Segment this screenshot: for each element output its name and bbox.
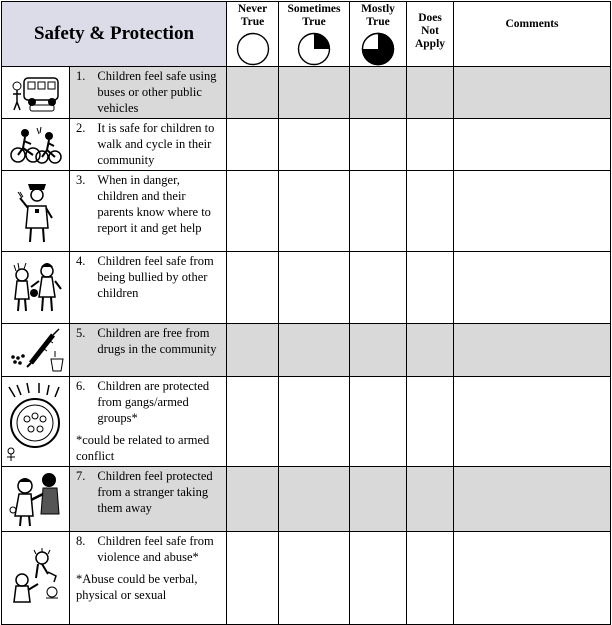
sometimes-true-cell[interactable] [279,252,350,324]
statement-number: 4. [76,254,86,268]
statement-note: *could be related to armed conflict [76,433,210,463]
does-not-apply-cell[interactable] [407,467,454,532]
sometimes-true-cell[interactable] [279,324,350,377]
never-true-cell[interactable] [227,119,279,171]
statement-number: 6. [76,379,86,393]
statement-text: Children feel safe using buses or other public vehicles [97,69,217,115]
police-officer-icon [2,171,70,252]
mostly-true-cell[interactable] [350,119,407,171]
mostly-true-cell[interactable] [350,467,407,532]
comments-cell[interactable] [454,252,611,324]
statement-cell [70,119,227,171]
statement-text: Children are free from drugs in the community [97,326,217,356]
does-not-apply-cell[interactable] [407,324,454,377]
col-label-line: True [240,16,265,28]
header-row [2,2,611,67]
sometimes-true-cell[interactable] [279,67,350,119]
statement-cell [70,467,227,532]
table-row [2,377,611,467]
table-row [2,252,611,324]
never-true-cell[interactable] [227,171,279,252]
col-label-line: Mostly [361,3,395,15]
statement-text: Children feel safe from being bullied by other children [97,254,214,300]
mostly-true-cell[interactable] [350,377,407,467]
abuse-child-icon [2,532,70,625]
statement-text: When in danger, children and their parents know where to report it and get help [97,173,211,235]
mostly-true-cell[interactable] [350,171,407,252]
sometimes-true-cell[interactable] [279,467,350,532]
never-true-cell[interactable] [227,467,279,532]
col-mostly-true [350,2,407,67]
table-row [2,324,611,377]
never-true-cell[interactable] [227,324,279,377]
mostly-true-cell[interactable] [350,324,407,377]
sometimes-true-cell[interactable] [279,532,350,625]
comments-cell[interactable] [454,377,611,467]
col-label-line: Does [418,12,442,24]
table-row [2,171,611,252]
col-never-true [227,2,279,67]
col-does-not-apply [407,2,454,67]
statement-number: 3. [76,173,86,187]
comments-cell[interactable] [454,467,611,532]
table-row [2,119,611,171]
does-not-apply-cell[interactable] [407,67,454,119]
statement-cell [70,532,227,625]
comments-cell[interactable] [454,119,611,171]
table-row [2,67,611,119]
bus-children-icon [2,67,70,119]
does-not-apply-cell[interactable] [407,377,454,467]
does-not-apply-cell[interactable] [407,119,454,171]
never-true-cell[interactable] [227,252,279,324]
table-row [2,467,611,532]
col-label-line: Not [421,25,439,37]
syringe-drugs-icon [2,324,70,377]
statement-number: 2. [76,121,86,135]
sometimes-true-cell[interactable] [279,171,350,252]
statement-text: It is safe for children to walk and cycle in their community [97,121,215,167]
sometimes-true-cell[interactable] [279,119,350,171]
gang-crowd-icon [2,377,70,467]
three-quarter-circle-icon [361,32,395,66]
quarter-circle-icon [297,32,331,66]
comments-cell[interactable] [454,324,611,377]
cyclists-icon [2,119,70,171]
section-title: Safety & Protection [2,2,227,67]
sometimes-true-cell[interactable] [279,377,350,467]
statement-number: 8. [76,534,86,548]
does-not-apply-cell[interactable] [407,532,454,625]
bullying-children-icon [2,252,70,324]
never-true-cell[interactable] [227,532,279,625]
mostly-true-cell[interactable] [350,67,407,119]
col-label-line: Apply [414,38,446,50]
empty-circle-icon [236,32,270,66]
comments-cell[interactable] [454,171,611,252]
col-label-line: Sometimes [287,3,341,15]
col-sometimes-true [279,2,350,67]
table-row [2,532,611,625]
statement-text: Children are protected from gangs/armed groups* [97,379,210,425]
comments-cell[interactable] [454,67,611,119]
does-not-apply-cell[interactable] [407,171,454,252]
statement-cell [70,377,227,467]
statement-number: 7. [76,469,86,483]
col-label-line: Never [237,3,268,15]
statement-cell [70,171,227,252]
mostly-true-cell[interactable] [350,532,407,625]
comments-cell[interactable] [454,532,611,625]
statement-cell [70,252,227,324]
statement-text: Children feel protected from a stranger taking them away [97,469,213,515]
statement-text: Children feel safe from violence and abuse* [97,534,214,564]
statement-cell [70,67,227,119]
col-label-line: True [302,16,326,28]
stranger-child-icon [2,467,70,532]
does-not-apply-cell[interactable] [407,252,454,324]
statement-number: 5. [76,326,86,340]
col-comments: Comments [454,2,611,67]
statement-note: *Abuse could be verbal, physical or sexual [76,572,198,602]
never-true-cell[interactable] [227,377,279,467]
statement-cell [70,324,227,377]
mostly-true-cell[interactable] [350,252,407,324]
col-label-line: True [366,16,390,28]
statement-number: 1. [76,69,86,83]
never-true-cell[interactable] [227,67,279,119]
safety-protection-table [1,1,611,625]
